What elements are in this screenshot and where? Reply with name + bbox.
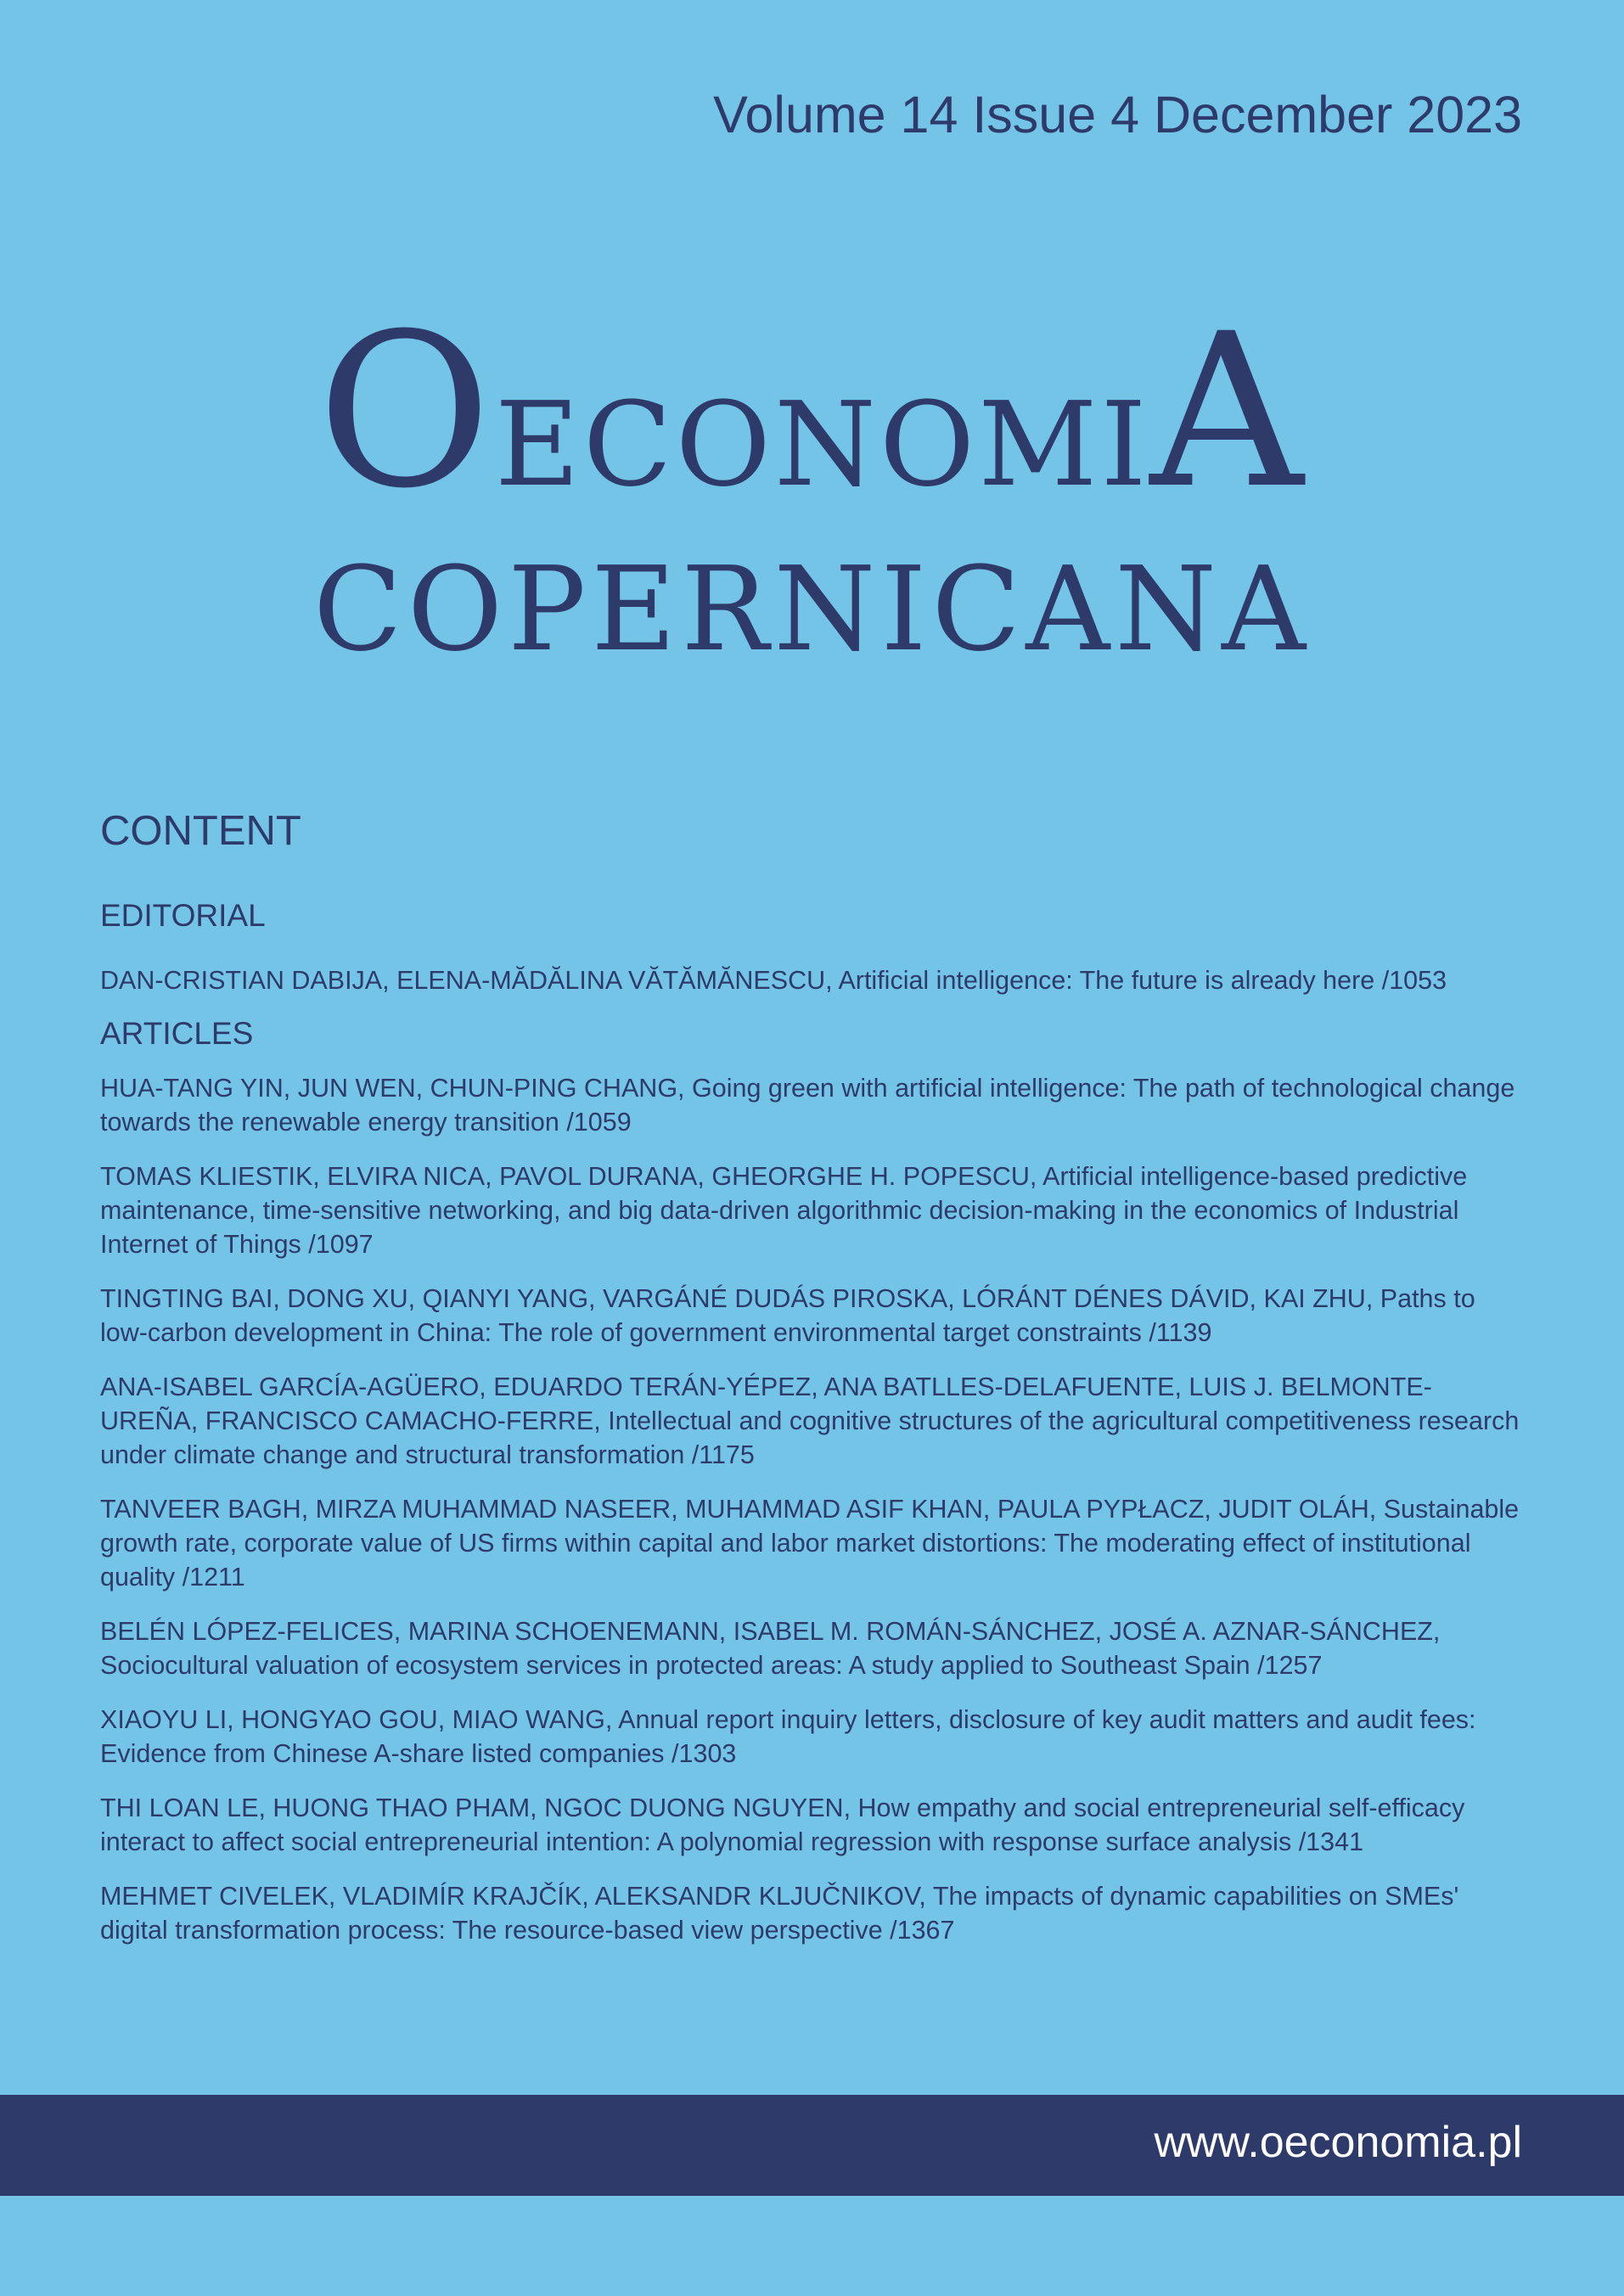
entry-authors: ANA-ISABEL GARCÍA-AGÜERO, EDUARDO TERÁN-YÉPEZ, ANA BATLLES-DELAFUENTE, LUIS J. BELMONTE-UREÑA, FRANCISCO CAMACHO-FERRE, [100,1373,1432,1435]
journal-title-final: A [1149,288,1307,535]
entry-title: Artificial intelligence-based predictive maintenance, time-sensitive networking, and big data-driven algorithmic decision-making in the economics of Industrial Internet of Things [100,1162,1468,1259]
editorial-entry [100,963,1522,997]
entry-authors: TINGTING BAI, DONG XU, QIANYI YANG, VARGÁNÉ DUDÁS PIROSKA, LÓRÁNT DÉNES DÁVID, KAI ZHU, [100,1284,1374,1313]
website-link[interactable]: www.oeconomia.pl [1154,2118,1522,2167]
entry-page: /1139 [1149,1318,1212,1347]
entry-authors: TOMAS KLIESTIK, ELVIRA NICA, PAVOL DURANA, GHEORGHE H. POPESCU, [100,1162,1037,1191]
entry-authors: XIAOYU LI, HONGYAO GOU, MIAO WANG, [100,1705,613,1734]
entry-title: How empathy and social entrepreneurial self-efficacy interact to affect social entrepreneurial intention: A polynomial regression with response surface analysis [100,1794,1465,1856]
article-entry [100,1370,1522,1472]
entry-authors: TANVEER BAGH, MIRZA MUHAMMAD NASEER, MUHAMMAD ASIF KHAN, PAULA PYPŁACZ, JUDIT OLÁH, [100,1495,1377,1524]
article-entry [100,1159,1522,1261]
editorial-heading: EDITORIAL [100,898,266,933]
articles-heading: ARTICLES [100,1016,254,1051]
entry-title: The impacts of dynamic capabilities on SMEs' digital transformation process: The resource-based view perspective [100,1882,1459,1945]
entry-title: Annual report inquiry letters, disclosure of key audit matters and audit fees: Evidence from Chinese A-share listed companies [100,1705,1476,1768]
entry-title: Sociocultural valuation of ecosystem services in protected areas: A study applied to Southeast Spain [100,1651,1250,1680]
entry-page: /1097 [308,1230,374,1259]
entry-page: /1341 [1298,1827,1364,1856]
article-entry [100,1614,1522,1682]
entry-page: /1211 [182,1563,245,1591]
entry-page: /1053 [1381,966,1447,995]
article-entry [100,1282,1522,1350]
entry-title: Going green with artificial intelligence: The path of technological change towards the renewable energy transition [100,1074,1515,1137]
entry-page: /1367 [890,1916,955,1945]
journal-title-middle: ECONOMI [494,378,1150,513]
content-heading: CONTENT [100,808,301,854]
footer-bar [0,2095,1624,2196]
entry-page: /1059 [566,1108,632,1137]
entry-authors: BELÉN LÓPEZ-FELICES, MARINA SCHOENEMANN, ISABEL M. ROMÁN-SÁNCHEZ, JOSÉ A. AZNAR-SÁNCHEZ, [100,1617,1441,1646]
journal-title [0,288,1624,535]
entry-title: Sustainable growth rate, corporate value of US firms within capital and labor market distortions: The moderating effect of institutional quality [100,1495,1520,1591]
entry-title: Intellectual and cognitive structures of the agricultural competitiveness research under climate change and structural transformation [100,1406,1520,1469]
article-entry [100,1703,1522,1771]
table-of-contents [100,808,1522,1968]
issue-line: Volume 14 Issue 4 December 2023 [713,86,1522,143]
entry-authors: DAN-CRISTIAN DABIJA, ELENA-MĂDĂLINA VĂTĂMĂNESCU, [100,966,833,995]
article-entry [100,1879,1522,1947]
journal-subtitle: COPERNICANA [312,542,1312,677]
article-entry [100,1492,1522,1594]
entry-authors: THI LOAN LE, HUONG THAO PHAM, NGOC DUONG NGUYEN, [100,1794,851,1822]
journal-title-initial: O [317,288,495,535]
entry-title: Paths to low-carbon development in China: The role of government environmental target constraints [100,1284,1475,1347]
entry-page: /1303 [672,1739,737,1768]
article-entry [100,1791,1522,1859]
entry-authors: HUA-TANG YIN, JUN WEN, CHUN-PING CHANG, [100,1074,685,1103]
entry-page: /1175 [691,1440,755,1469]
entry-title: Artificial intelligence: The future is already here [838,966,1375,995]
entry-authors: MEHMET CIVELEK, VLADIMÍR KRAJČÍK, ALEKSANDR KLJUČNIKOV, [100,1882,926,1911]
article-entry [100,1071,1522,1139]
entry-page: /1257 [1257,1651,1323,1680]
